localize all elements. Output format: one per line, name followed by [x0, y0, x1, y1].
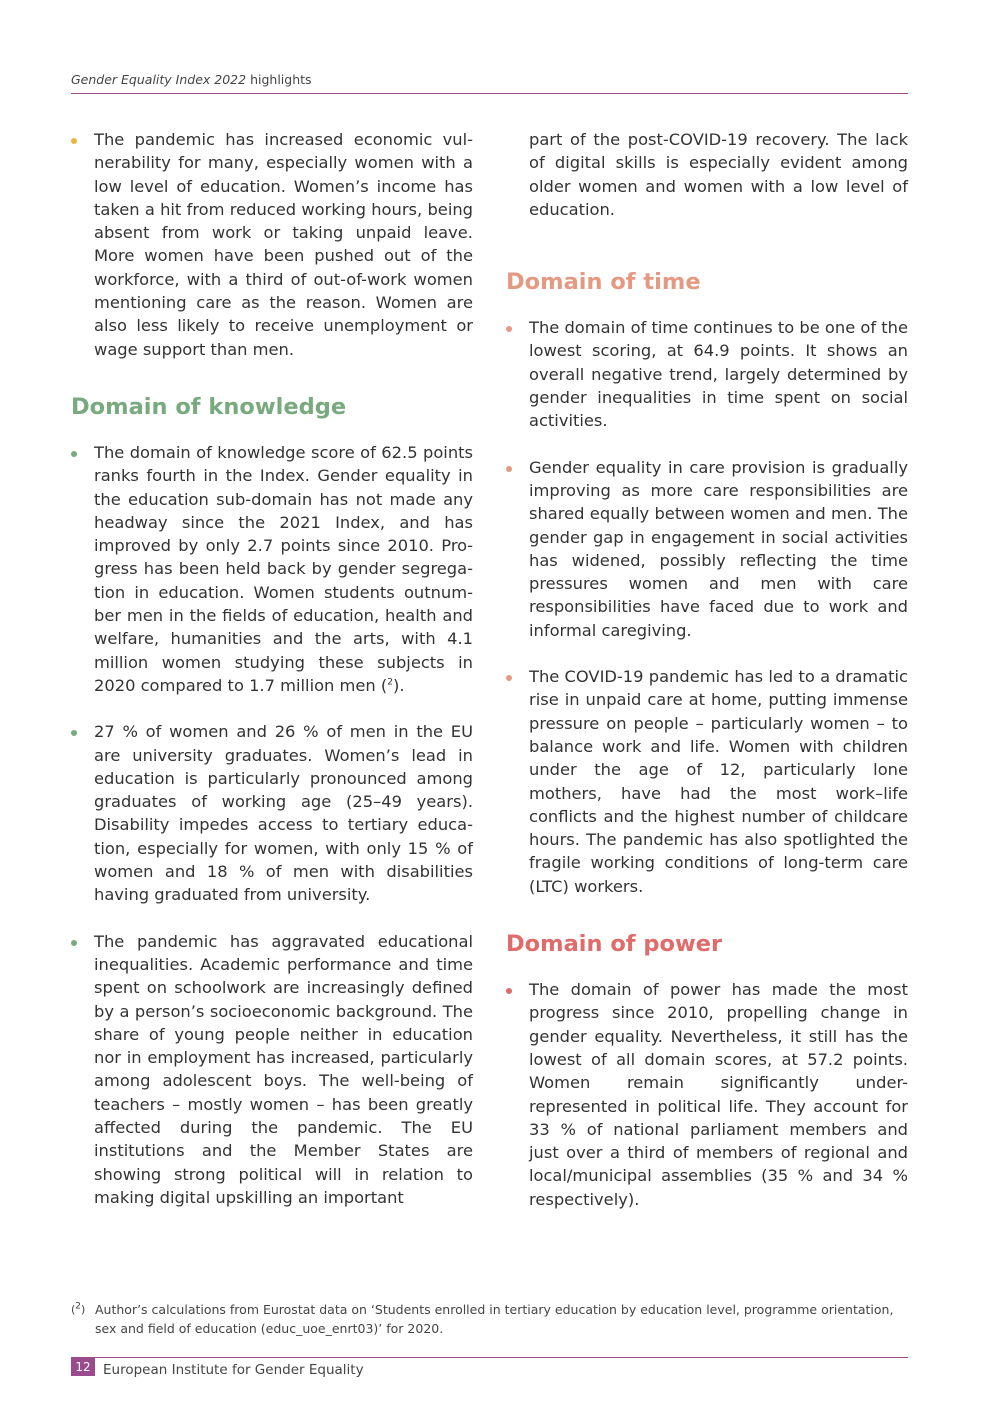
bullet-dot-icon — [71, 138, 77, 144]
continuation-paragraph: part of the post-COVID-19 recovery. The lack of digital skills is especially evident among older women and women with a low level of education. — [529, 130, 908, 219]
section-title-time: Domain of time — [506, 269, 701, 296]
page-number: 12 — [71, 1358, 95, 1376]
list-item — [71, 128, 473, 361]
list-item — [71, 930, 473, 1210]
bullet-text: Gender equality in care provision is gradually improving as more care responsibilities are shared equally between women and men. The gender gap in engagement in social activities has widened, possibly reflecting the time pressures women and men with care responsibilities have faced due to work and informal caregiving. — [529, 457, 908, 640]
bullet-dot-icon — [506, 675, 512, 681]
footnote-text: Author’s calculations from Eurostat data on ‘Students enrolled in tertiary education by education level, programme orientation, sex and field of education (educ_uoe_enrt03)’ for 2020. — [95, 1302, 894, 1336]
bullet-dot-icon — [71, 940, 77, 946]
bullet-text: The domain of power has made the most progress since 2010, propelling change in gender equality. Nevertheless, it still has the lowest of all domain scores, at 57.2 points. Women remain significantly under-represented in political life. They account for 33 % of national parliament members and just over a third of members of regional and local/municipal assemblies (35 % and 34 % respectively). — [529, 980, 908, 1209]
footnote-ref[interactable]: 2 — [387, 677, 394, 688]
list-item — [71, 720, 473, 906]
running-header — [71, 72, 908, 88]
footnote-marker: ($^2$) — [71, 1301, 86, 1316]
bullet-text: The pandemic has aggravated educational inequalities. Academic performance and time spent on schoolwork are increasingly defined by a person’s socioeconomic background. The share of young people neither in education nor in employment has increased, particularly among adolescent boys. The well-being of teachers – mostly women – has been greatly affected during the pandemic. The EU institutions and the Member States are showing strong political will in relation to making digital upskilling an important — [94, 931, 473, 1207]
section-title-power: Domain of power — [506, 931, 723, 958]
list-item — [506, 456, 908, 642]
time-bullet-list — [506, 316, 908, 898]
section-title-knowledge: Domain of knowledge — [71, 393, 347, 420]
list-item — [506, 665, 908, 898]
bullet-dot-icon — [506, 326, 512, 332]
bullet-text-end: ). — [393, 675, 405, 695]
header-divider — [71, 93, 908, 94]
bullet-dot-icon — [506, 988, 512, 994]
list-item — [71, 441, 473, 697]
bullet-text: The COVID-19 pandemic has led to a dramatic rise in unpaid care at home, putting immense pressure on people – particularly women – to balance work and life. Women with children under the age of 12, particularly lone mothers, have had the most work–life conflicts and the highest number of childcare hours. The pandemic has also spotlighted the fragile working conditions of long-term care (LTC) workers. — [529, 667, 908, 896]
header-report-title: Gender Equality Index 2022 — [71, 72, 247, 87]
bullet-dot-icon — [506, 466, 512, 472]
economic-bullet-list — [71, 128, 473, 361]
footnote — [71, 1300, 908, 1338]
right-column — [506, 128, 908, 1234]
bullet-text: 27 % of women and 26 % of men in the EU are university graduates. Women’s lead in education is particularly pronounced among graduates of working age (25–49 years). Disability impedes access to tertiary education, especially for women, with only 15 % of women and 18 % of men with disabilities having graduated from university. — [94, 722, 473, 905]
bullet-text: The domain of knowledge score of 62.5 points ranks fourth in the Index. Gender equality in the education sub-domain has not made any headway since the 2021 Index, and has improved by only 2.7 points since 2010. Progress has been held back by gender segregation in education. Women students outnumber men in the fields of education, health and welfare, humanities and the arts, with 4.1 million women studying these subjects in 2020 compared to 1.7 million men ( — [94, 442, 473, 695]
list-item — [506, 316, 908, 432]
footer-divider — [71, 1357, 908, 1358]
bullet-text: The domain of time continues to be one of the lowest scoring, at 64.9 points. It shows an overall negative trend, largely determined by gender inequalities in time spent on social activities. — [529, 318, 908, 431]
power-bullet-list — [506, 978, 908, 1211]
footer-publisher: European Institute for Gender Equality — [103, 1362, 364, 1378]
knowledge-bullet-list — [71, 441, 473, 1209]
left-column — [71, 128, 473, 1232]
list-item — [506, 978, 908, 1211]
bullet-text: The pandemic has increased economic vulnerability for many, especially women with a low level of education. Women’s income has taken a hit from reduced working hours, being absent from work or taking unpaid leave. More women have been pushed out of the workforce, with a third of out-of-work women mentioning care as the reason. Women are also less likely to receive unemployment or wage support than men. — [94, 130, 473, 359]
header-suffix: highlights — [246, 72, 312, 87]
bullet-dot-icon — [71, 730, 77, 736]
bullet-dot-icon — [71, 451, 77, 457]
